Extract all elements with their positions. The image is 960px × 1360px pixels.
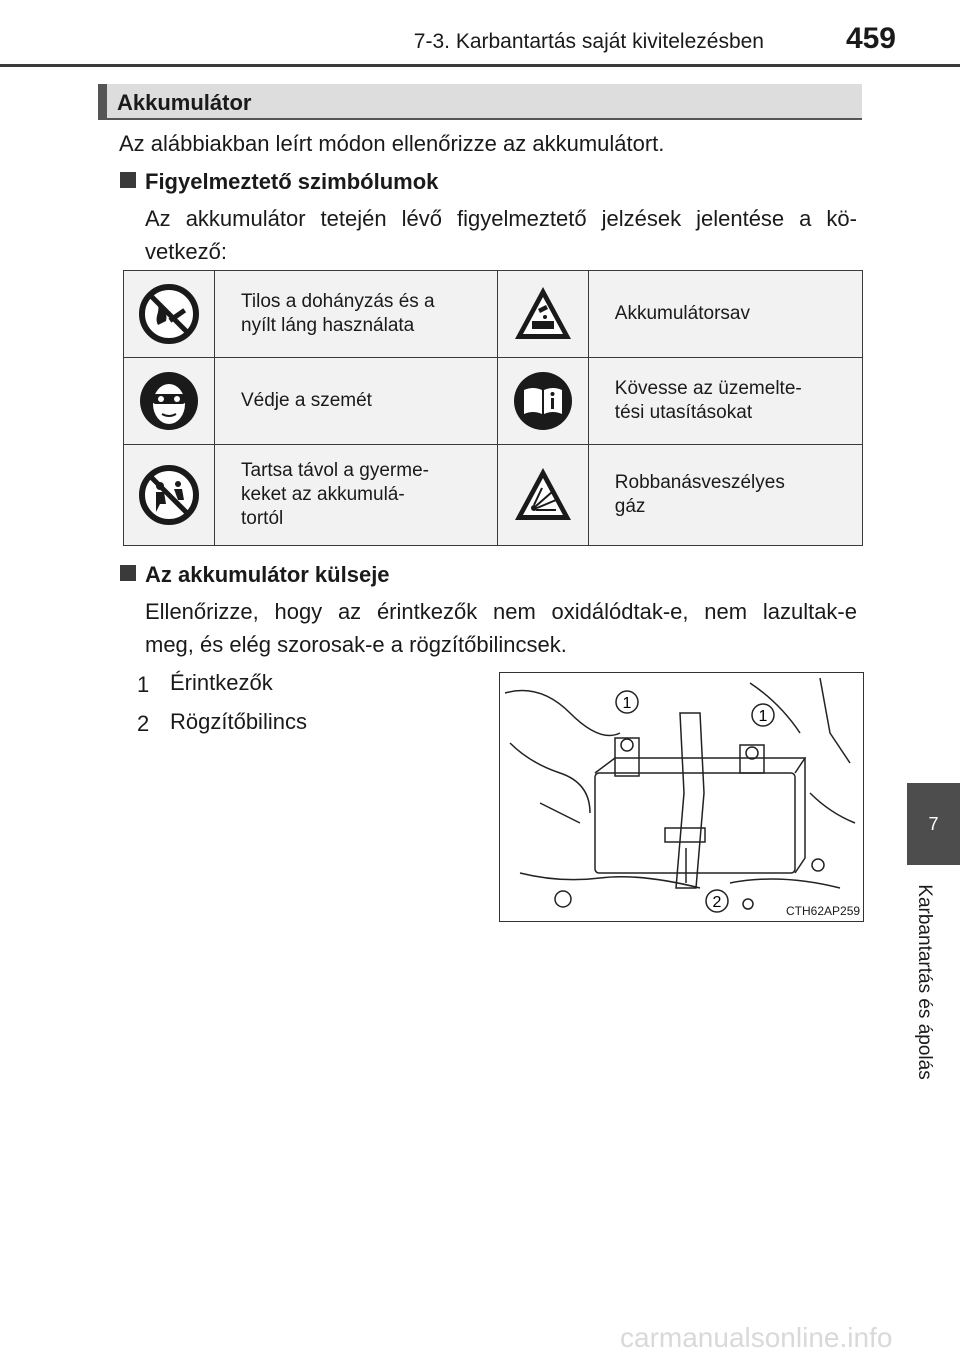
- figure-code: CTH62AP259: [786, 904, 861, 918]
- table-cell-icon: [124, 271, 215, 358]
- table-cell-text: [588, 445, 862, 546]
- heading-bullet: [120, 172, 136, 188]
- symbol-label-line: keket az akkumulá-: [241, 484, 405, 506]
- header-rule: [0, 64, 960, 67]
- symbol-label-line: Akkumulátorsav: [614, 303, 750, 325]
- chapter-title: 7-3. Karbantartás saját kivitelezésben: [413, 30, 764, 53]
- heading-bullet: [120, 565, 136, 581]
- table-cell-icon: [124, 445, 215, 546]
- item-label-clamp: Rögzítőbilincs: [170, 709, 307, 734]
- chapter-tab: 7: [907, 783, 960, 865]
- table-cell-text: [215, 271, 498, 358]
- warning-symbols-heading: Figyelmeztető szimbólumok: [145, 169, 439, 194]
- table-row: [124, 271, 863, 358]
- symbol-label-line: Tilos a dohányzás és a: [241, 291, 435, 313]
- symbol-label-line: Védje a szemét: [241, 390, 372, 412]
- callout-label: 1: [622, 695, 632, 712]
- symbol-label-line: tortól: [241, 508, 284, 530]
- table-cell-text: [215, 445, 498, 546]
- table-row: [124, 445, 863, 546]
- battery-drawing: [500, 673, 863, 921]
- warning-symbols-text-line2: vetkező:: [145, 239, 227, 264]
- callout-number: 1: [137, 672, 150, 697]
- table-cell-text: [588, 358, 862, 445]
- table-cell-text: [588, 271, 862, 358]
- symbol-label-line: Kövesse az üzemelte-: [614, 378, 802, 400]
- callout-number: 2: [137, 711, 150, 736]
- table-cell-icon: [497, 271, 588, 358]
- watermark-text: carmanualsonline.info: [620, 1322, 893, 1353]
- page-number: 459: [845, 22, 896, 55]
- symbol-label-line: gáz: [614, 496, 646, 518]
- keep-children-away-icon: [138, 464, 200, 526]
- table-cell-icon: [497, 445, 588, 546]
- table-row: [124, 358, 863, 445]
- explosive-gas-icon: [512, 464, 574, 526]
- section-title: Akkumulátor: [117, 90, 252, 115]
- table-cell-icon: [124, 358, 215, 445]
- section-title-accent: [98, 84, 107, 120]
- warning-symbols-text-line1: Az akkumulátor tetején lévő figyelmeztető jelzések jelentése a kö-: [145, 206, 857, 231]
- item-label-terminals: Érintkezők: [170, 670, 273, 695]
- symbol-label-line: nyílt láng használata: [241, 315, 415, 337]
- callout-label: 1: [758, 708, 768, 725]
- no-smoking-no-flame-icon: [138, 283, 200, 345]
- warning-symbols-table: [123, 270, 863, 546]
- exterior-heading: Az akkumulátor külseje: [145, 562, 390, 587]
- exterior-text-line1: Ellenőrizze, hogy az érintkezők nem oxidálódtak-e, nem lazultak-e: [145, 599, 857, 624]
- symbol-label-line: Tartsa távol a gyerme-: [241, 460, 429, 482]
- callout-label: 2: [712, 894, 722, 911]
- battery-acid-icon: [512, 283, 574, 345]
- intro-text: Az alábbiakban leírt módon ellenőrizze az akkumulátort.: [119, 131, 665, 156]
- operating-instructions-icon: [512, 370, 574, 432]
- chapter-tab-label: [910, 875, 944, 1095]
- table-cell-icon: [497, 358, 588, 445]
- battery-illustration: [499, 672, 864, 922]
- eye-protection-icon: [138, 370, 200, 432]
- table-cell-text: [215, 358, 498, 445]
- symbol-label-line: tési utasításokat: [614, 402, 753, 424]
- symbol-label-line: Robbanásveszélyes: [614, 472, 785, 494]
- chapter-tab-label-text: Karbantartás és ápolás: [914, 884, 935, 1080]
- exterior-text-line2: meg, és elég szorosak-e a rögzítőbilincsek.: [145, 632, 567, 657]
